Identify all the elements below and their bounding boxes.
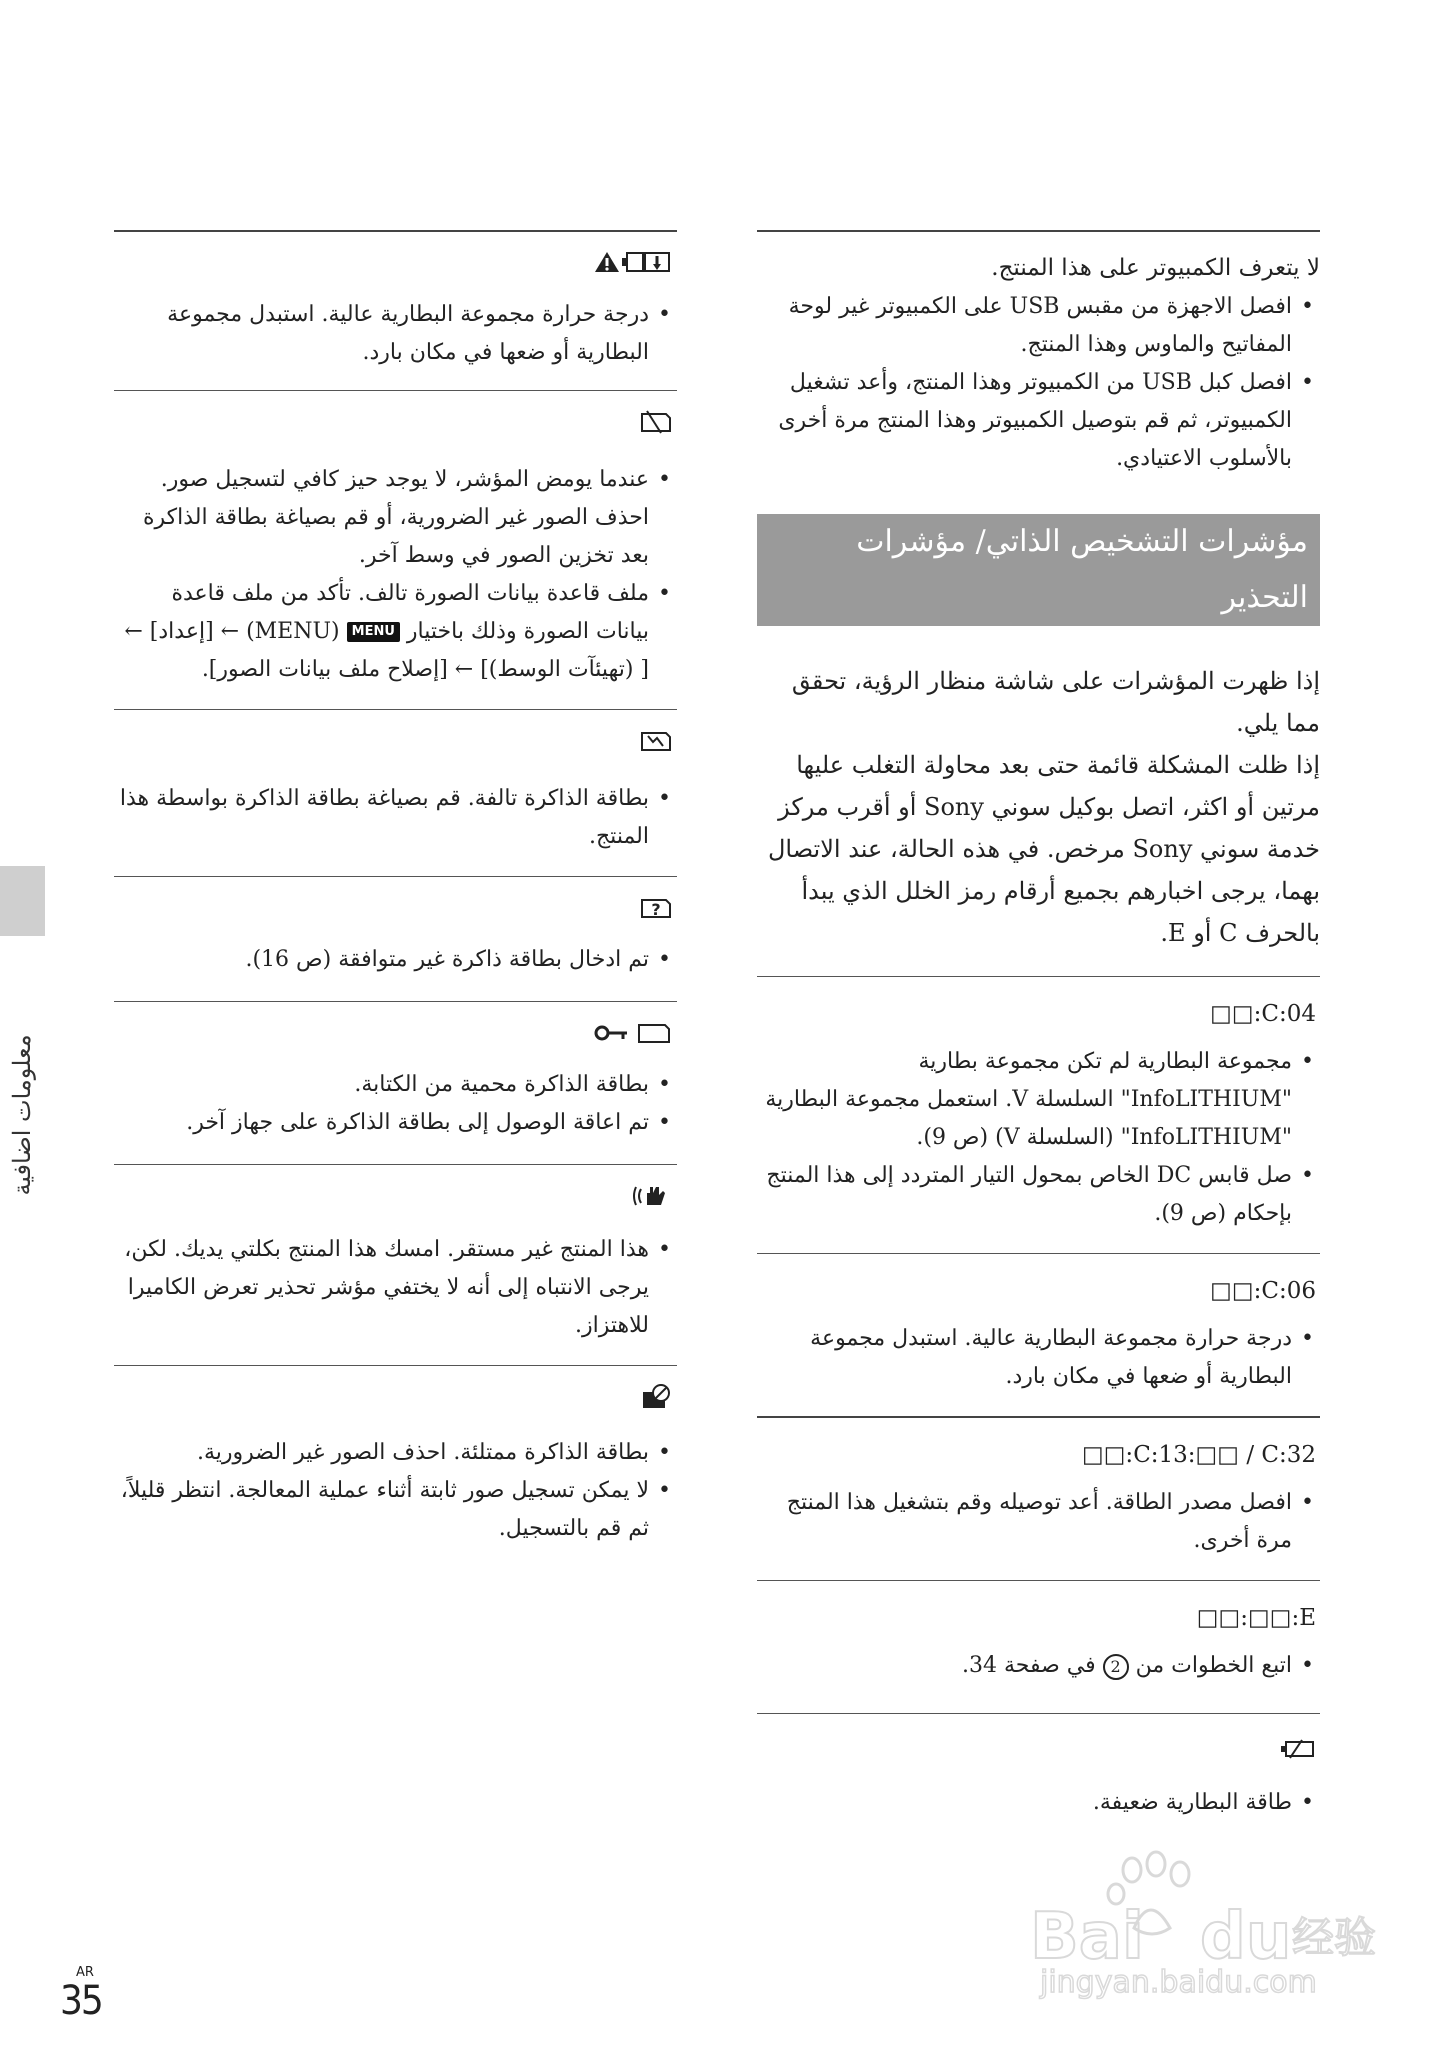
pc-bullets: [757, 288, 1320, 478]
divider: [114, 1001, 677, 1002]
left-column: [114, 230, 677, 1548]
divider: [757, 1713, 1320, 1714]
damaged-card-bullets: [114, 780, 677, 856]
list-item: • مجموعة البطارية لم تكن مجموعة بطارية "InfoLITHIUM" السلسلة V. استعمل مجموعة البطارية "InfoLITHIUM" (السلسلة V) (ص 9).: [757, 1043, 1292, 1157]
temp-bullets: [114, 296, 677, 372]
side-tab-marker: [0, 866, 45, 936]
error-code-c06: C:06:□□: [1210, 1278, 1316, 1304]
right-column: [757, 230, 1320, 1822]
section-heading: مؤشرات التشخيص الذاتي/ مؤشرات التحذير: [757, 514, 1320, 626]
list-item: [114, 575, 649, 689]
list-item: • طاقة البطارية ضعيفة.: [757, 1784, 1292, 1822]
intro-paragraph-2: إذا ظلت المشكلة قائمة حتى بعد محاولة التغلب عليها مرتين أو اكثر، اتصل بوكيل سوني Sony أو أقرب مركز خدمة سوني Sony مرخص. في هذه الحالة، عند الاتصال بهما، يرجى اخبارهم بجميع أرقام رمز الخلل الذي يبدأ بالحرف C أو E.: [767, 751, 1320, 947]
incompatible-card-row: [114, 893, 677, 927]
camera-shake-bullets: [114, 1231, 677, 1345]
incompatible-card-bullets: [114, 941, 677, 979]
e-step-text-pre: اتبع الخطوات من: [1135, 1653, 1292, 1678]
list-item: • تم ادخال بطاقة ذاكرة غير متوافقة (ص 16).: [114, 941, 649, 979]
list-item: • بطاقة الذاكرة محمية من الكتابة.: [114, 1066, 649, 1104]
divider: [114, 390, 677, 391]
menu-chip: MENU: [347, 622, 400, 642]
list-item: • هذا المنتج غير مستقر. امسك هذا المنتج بكلتي يديك. لكن، يرجى الانتباه إلى أنه لا يختفي مؤشر تحذير تعرض الكاميرا للاهتزاز.: [114, 1231, 649, 1345]
battery-low-icon: [1280, 1738, 1316, 1760]
divider: [114, 709, 677, 710]
divider: [114, 876, 677, 877]
list-item: • بطاقة الذاكرة ممتلئة. احذف الصور غير الضرورية.: [114, 1434, 649, 1472]
step-number-circle: 2: [1103, 1654, 1129, 1680]
list-item: • بطاقة الذاكرة تالفة. قم بصياغة بطاقة الذاكرة بواسطة هذا المنتج.: [114, 780, 649, 856]
page-language: AR: [76, 1965, 94, 1980]
page-number: 35: [60, 1978, 102, 2024]
list-item: • عندما يومض المؤشر، لا يوجد حيز كافي لتسجيل صور. احذف الصور غير الضرورية، أو قم بصياغة بطاقة الذاكرة بعد تخزين الصور في وسط آخر.: [114, 461, 649, 575]
card-full-bullets: [114, 1434, 677, 1548]
battery-temp-warning-icon: [593, 250, 673, 276]
camera-shake-icon: [633, 1183, 673, 1209]
divider: [757, 1416, 1320, 1418]
list-item: [757, 1647, 1292, 1685]
memory-card-full-icon: [639, 1384, 673, 1410]
svg-text:jingyan.baidu.com: jingyan.baidu.com: [1040, 1965, 1317, 2000]
memory-card-row: [114, 407, 677, 441]
c06-bullets: [757, 1320, 1320, 1396]
battery-low-row: [757, 1736, 1320, 1770]
damaged-card-row: [114, 726, 677, 760]
divider: [757, 976, 1320, 977]
list-item: • افصل كبل USB من الكمبيوتر وهذا المنتج، وأعد تشغيل الكمبيوتر، ثم قم بتوصيل الكمبيوتر وهذا المنتج مرة أخرى بالأسلوب الاعتيادي.: [757, 364, 1292, 478]
svg-text:?: ?: [651, 900, 661, 919]
memory-bullet-2-pre: ملف قاعدة بيانات الصورة تالف. تأكد من ملف قاعدة بيانات الصورة وذلك باختيار: [171, 581, 649, 644]
pc-not-recognized-title: لا يتعرف الكمبيوتر على هذا المنتج.: [991, 255, 1320, 281]
e-step-text-post: في صفحة 34.: [961, 1653, 1096, 1678]
divider: [757, 1580, 1320, 1581]
memory-bullet-2-post: (MENU) ← [إعداد] ← [ (تهيئآت الوسط)] ← [إصلاح ملف بيانات الصور].: [124, 619, 649, 682]
divider: [114, 1164, 677, 1165]
divider: [757, 1253, 1320, 1254]
memory-card-lock-icon: [593, 1020, 673, 1046]
list-item: • تم اعاقة الوصول إلى بطاقة الذاكرة على جهاز آخر.: [114, 1104, 649, 1142]
svg-text:Bai: Bai: [1030, 1900, 1144, 1974]
camera-shake-row: [114, 1181, 677, 1215]
intro-paragraph-1: إذا ظهرت المؤشرات على شاشة منظار الرؤية، تحقق مما يلي.: [791, 667, 1320, 737]
list-item: • لا يمكن تسجيل صور ثابتة أثناء عملية المعالجة. انتظر قليلاً، ثم قم بالتسجيل.: [114, 1472, 649, 1548]
memory-card-question-icon: [639, 895, 673, 921]
error-code-e: E:□□:□□: [1196, 1605, 1316, 1631]
c04-bullets: [757, 1043, 1320, 1233]
divider: [114, 1365, 677, 1366]
svg-text:du: du: [1200, 1900, 1292, 1974]
list-item: • افصل مصدر الطاقة. أعد توصيله وقم بتشغيل هذا المنتج مرة أخرى.: [757, 1484, 1292, 1560]
c13-bullets: [757, 1484, 1320, 1560]
protected-card-bullets: [114, 1066, 677, 1142]
error-code-c04: C:04:□□: [1210, 1001, 1316, 1027]
divider: [757, 230, 1320, 232]
svg-text:经验: 经验: [1292, 1913, 1377, 1962]
list-item: • افصل الاجهزة من مقبس USB على الكمبيوتر غير لوحة المفاتيح والماوس وهذا المنتج.: [757, 288, 1292, 364]
side-section-label: معلومات اضافية: [8, 1034, 36, 1196]
protected-card-row: [114, 1018, 677, 1052]
divider: [114, 230, 677, 232]
memory-card-damaged-icon: [639, 728, 673, 754]
card-full-row: [114, 1382, 677, 1416]
error-code-c13-c32: C:13:□□ / C:32:□□: [1081, 1442, 1316, 1468]
list-item: • درجة حرارة مجموعة البطارية عالية. استبدل مجموعة البطارية أو ضعها في مكان بارد.: [114, 296, 649, 372]
list-item: • درجة حرارة مجموعة البطارية عالية. استبدل مجموعة البطارية أو ضعها في مكان بارد.: [757, 1320, 1292, 1396]
battery-temp-row: [114, 248, 677, 282]
memory-card-bullets: [114, 461, 677, 689]
baidu-watermark-logo: [1030, 1840, 1390, 2000]
battery-bullets: [757, 1784, 1320, 1822]
list-item: • صل قابس DC الخاص بمحول التيار المتردد إلى هذا المنتج بإحكام (ص 9).: [757, 1157, 1292, 1233]
memory-card-slash-icon: [639, 409, 673, 435]
e-bullets: [757, 1647, 1320, 1685]
